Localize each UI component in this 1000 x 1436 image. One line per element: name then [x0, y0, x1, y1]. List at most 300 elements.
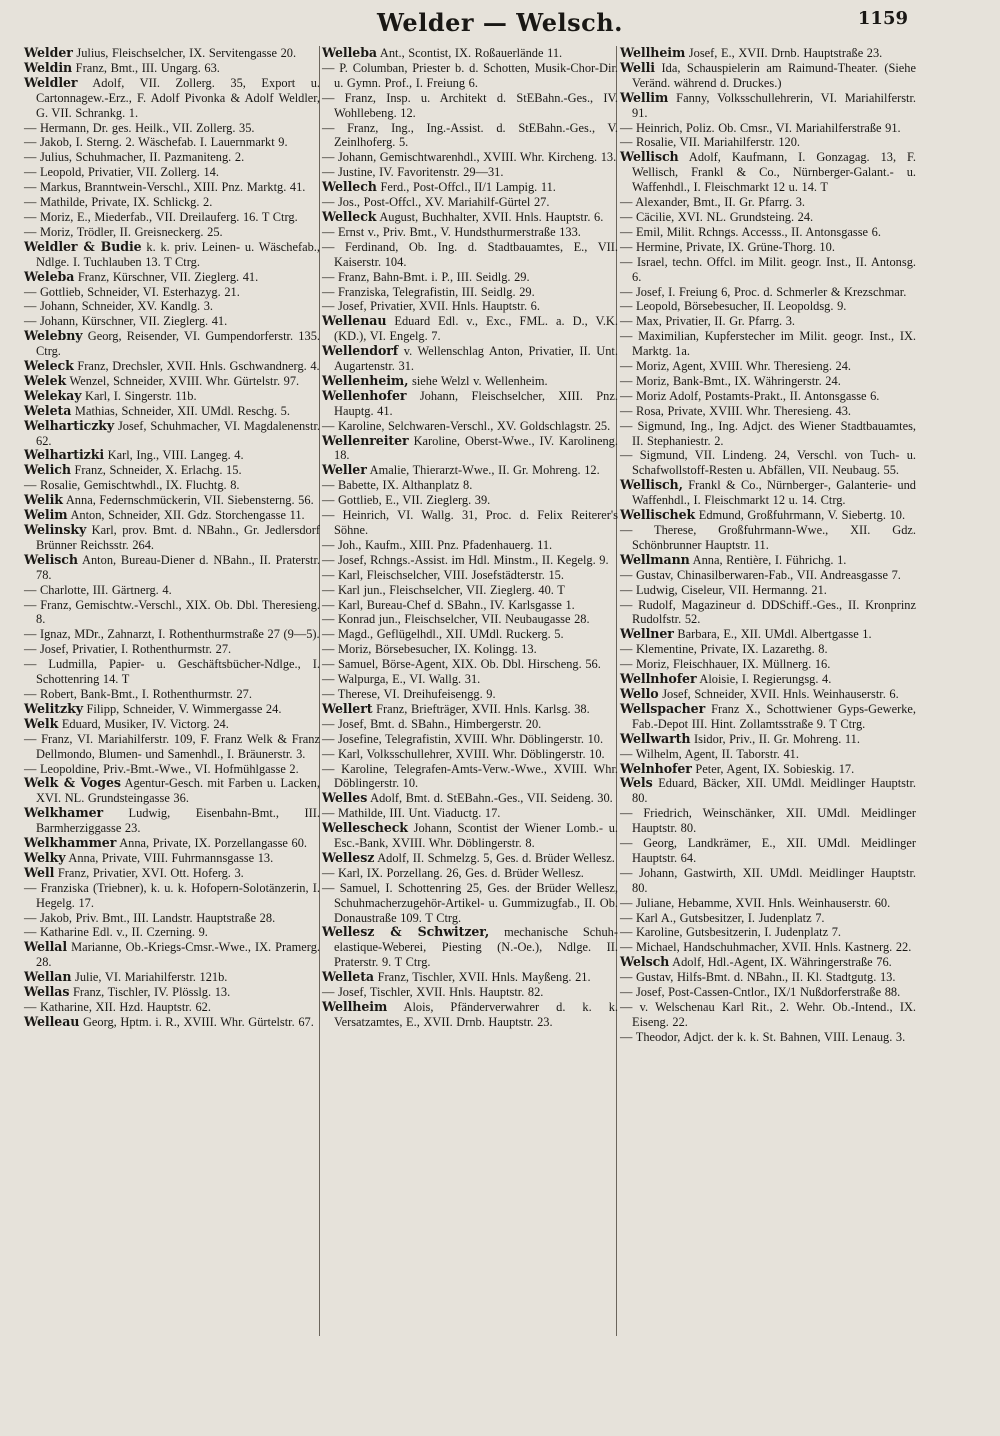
entry-details: Anna, Rentière, I. Führichg. 1. — [692, 552, 847, 567]
directory-entry — [24, 925, 320, 940]
entry-details: — Josef, Rchngs.-Assist. im Hdl. Minstm., II. Kegelg. 9. — [322, 552, 609, 567]
entry-details: Ferd., Post-Offcl., II/1 Lampig. 11. — [380, 180, 556, 195]
entry-details: Barbara, E., XII. UMdl. Albertgasse 1. — [677, 627, 872, 642]
directory-entry — [620, 896, 916, 911]
directory-entry — [620, 404, 916, 419]
entry-surname: Wellischek — [620, 507, 696, 523]
directory-entry — [24, 404, 320, 419]
entry-surname: Weleta — [24, 402, 72, 418]
entry-details: — Walpurga, E., VI. Wallg. 31. — [322, 672, 481, 687]
entry-details: — Julius, Schuhmacher, II. Pazmaniteng. 2. — [24, 150, 245, 165]
entry-surname: Wellspacher — [620, 700, 706, 716]
entry-details: — Moriz Adolf, Postamts-Prakt., II. Antonsgasse 6. — [620, 388, 880, 403]
entry-details: — P. Columban, Priester b. d. Schotten, Musik-Chor-Dir. u. Gymn. Prof., I. Freiung 6. — [322, 60, 618, 90]
entry-details: — Klementine, Private, IX. Lazarethg. 8. — [620, 642, 828, 657]
directory-entry — [24, 776, 320, 806]
directory-entry — [24, 389, 320, 404]
entry-surname: Wello — [620, 685, 659, 701]
entry-details: — Karoline, Gutsbesitzerin, I. Judenplatz 7. — [620, 925, 841, 940]
entry-surname: Weldler & Budie — [24, 238, 142, 254]
entry-details: — Gottlieb, Schneider, VI. Esterhazyg. 21. — [24, 284, 240, 299]
entry-details: Eduard Edl. v., Exc., FML. a. D., V.K. (KD.), VI. Engelg. 7. — [334, 314, 618, 344]
directory-entry — [322, 717, 618, 732]
entry-details: Georg, Hptm. i. R., XVIII. Whr. Gürtelstr. 67. — [82, 1014, 314, 1029]
entry-details: — Franz, Ing., Ing.-Assist. d. StEBahn.-Ges., V. Zeinlhoferg. 5. — [322, 120, 618, 150]
entry-surname: Wellert — [322, 700, 373, 716]
entry-details: Ludwig, Eisenbahn-Bmt., III. Barmherziggasse 23. — [36, 806, 320, 836]
directory-entry — [24, 329, 320, 359]
entry-details: — Markus, Branntwein-Verschl., XIII. Pnz. Marktg. 41. — [24, 180, 306, 195]
entry-details: — Moriz, Agent, XVIII. Whr. Theresieng. 24. — [620, 359, 852, 374]
directory-entry — [24, 195, 320, 210]
entry-details: — Heinrich, Poliz. Ob. Cmsr., VI. Mariahilferstraße 91. — [620, 120, 901, 135]
entry-surname: Welim — [24, 507, 68, 523]
directory-entry — [620, 762, 916, 777]
entry-surname: Welnhofer — [620, 760, 692, 776]
entry-details: — Franz, Gemischtw.-Verschl., XIX. Ob. Dbl. Theresieng. 8. — [24, 597, 320, 627]
directory-entry — [322, 985, 618, 1000]
entry-details: Filipp, Schneider, V. Wimmergasse 24. — [86, 701, 282, 716]
directory-entry — [620, 448, 916, 478]
directory-entry — [322, 240, 618, 270]
entry-surname: Welleau — [24, 1013, 80, 1029]
directory-entry — [620, 657, 916, 672]
directory-entry — [620, 419, 916, 449]
directory-entry — [322, 702, 618, 717]
directory-entry — [322, 165, 618, 180]
entry-details: Eduard, Bäcker, XII. UMdl. Meidlinger Hauptstr. 80. — [632, 776, 916, 806]
directory-entry — [24, 762, 320, 777]
directory-entry — [24, 478, 320, 493]
entry-surname: Well — [24, 864, 55, 880]
directory-entry — [24, 493, 320, 508]
entry-details: — Mathilde, III. Unt. Viaductg. 17. — [322, 806, 501, 821]
entry-details: — Ferdinand, Ob. Ing. d. Stadtbauamtes, E., VII. Kaiserstr. 104. — [322, 239, 618, 269]
entry-details: Agentur-Gesch. mit Farben u. Lacken, XVI. NL. Grundsteingasse 36. — [36, 776, 320, 806]
entry-details: — Georg, Landkrämer, E., XII. UMdl. Meidlinger Hauptstr. 64. — [620, 836, 916, 865]
directory-entry — [322, 344, 618, 374]
entry-surname: Wellheim — [620, 45, 686, 60]
entry-details: — Samuel, I. Schottenring 25, Ges. der Brüder Wellesz, Schuhmacherzugehör-Artikel- u. Gummizugfab., II. Ob. Donaustraße 109. T Ctrg. — [322, 880, 618, 925]
directory-entry — [322, 732, 618, 747]
column-2 — [322, 46, 618, 1030]
entry-details: — Jakob, I. Sterng. 2. Wäschefab. I. Lauernmarkt 9. — [24, 135, 288, 150]
entry-details: — Emil, Milit. Rchngs. Accesss., II. Antonsgasse 6. — [620, 224, 881, 239]
directory-entry — [24, 583, 320, 598]
entry-details: — Franziska (Triebner), k. u. k. Hofopern-Solotänzerin, I. Hegelg. 17. — [24, 880, 320, 910]
directory-entry — [322, 612, 618, 627]
directory-entry — [620, 46, 916, 61]
directory-entry — [24, 598, 320, 628]
entry-details: — Wilhelm, Agent, II. Taborstr. 41. — [620, 746, 799, 761]
entry-details: — Rosa, Private, XVIII. Whr. Theresieng. 43. — [620, 403, 852, 418]
directory-entry — [24, 270, 320, 285]
entry-details: — Mathilde, Private, IX. Schlickg. 2. — [24, 195, 213, 210]
entry-surname: Wellesz & Schwitzer, — [322, 924, 490, 940]
entry-details: — Magd., Geflügelhdl., XII. UMdl. Ruckerg. 5. — [322, 627, 564, 642]
entry-surname: Welek — [24, 372, 67, 388]
directory-entry — [24, 225, 320, 240]
entry-details: — Franziska, Telegrafistin, III. Seidlg. 29. — [322, 284, 535, 299]
entry-details: Julius, Fleischselcher, IX. Servitengasse 20. — [76, 46, 297, 60]
directory-entry — [322, 568, 618, 583]
entry-surname: Wellnhofer — [620, 671, 697, 687]
directory-entry — [24, 940, 320, 970]
entry-details: Mathias, Schneider, XII. UMdl. Reschg. 5. — [74, 403, 290, 418]
entry-details: — Maximilian, Kupferstecher im Milit. geogr. Inst., IX. Marktg. 1a. — [620, 329, 916, 359]
entry-details: k. k. priv. Leinen- u. Wäschefab., Ndlge. I. Tuchlauben 13. T Ctrg. — [36, 239, 320, 269]
directory-entry — [24, 419, 320, 449]
directory-entry — [322, 61, 618, 91]
entry-details: — Theodor, Adjct. der k. k. St. Bahnen, VIII. Lenaug. 3. — [620, 1029, 906, 1044]
directory-entry — [620, 285, 916, 300]
directory-entry — [322, 538, 618, 553]
entry-details: — Franz, Insp. u. Architekt d. StEBahn.-Ges., IV. Wohllebeng. 12. — [322, 90, 618, 120]
entry-details: Adolf, Bmt. d. StEBahn.-Ges., VII. Seideng. 30. — [370, 791, 613, 806]
page-header — [0, 4, 1000, 44]
directory-entry — [24, 359, 320, 374]
entry-surname: Weldin — [24, 59, 73, 75]
entry-surname: Weleba — [24, 268, 75, 284]
entry-details: Wenzel, Schneider, XVIII. Whr. Gürtelstr. 97. — [69, 373, 300, 388]
entry-surname: Welisch — [24, 551, 78, 567]
entry-details: — Ernst v., Priv. Bmt., V. Hundsthurmerstraße 133. — [322, 224, 581, 239]
entry-details: — Therese, Großfuhrmann-Wwe., XII. Gdz. Schönbrunner Hauptstr. 11. — [620, 523, 916, 552]
entry-details: — Josef, Privatier, I. Rothenthurmstr. 27. — [24, 642, 232, 657]
directory-entry — [24, 642, 320, 657]
directory-entry — [620, 299, 916, 314]
entry-details: — Sigmund, Ing., Ing. Adjct. des Wiener Stadtbauamtes, II. Stephaniestr. 2. — [620, 418, 916, 448]
entry-details: — Johann, Schneider, XV. Kandlg. 3. — [24, 299, 213, 314]
directory-entry — [322, 299, 618, 314]
directory-entry — [322, 121, 618, 151]
directory-entry — [322, 881, 618, 926]
entry-details: — Katharine, XII. Hzd. Hauptstr. 62. — [24, 1000, 211, 1014]
entry-details: — Leopoldine, Priv.-Bmt.-Wwe., VI. Hofmühlgasse 2. — [24, 761, 299, 776]
entry-details: — Moriz, Fleischhauer, IX. Müllnerg. 16. — [620, 657, 831, 672]
directory-entry — [24, 1000, 320, 1015]
entry-details: — Karl A., Gutsbesitzer, I. Judenplatz 7. — [620, 910, 825, 925]
directory-entry — [24, 374, 320, 389]
entry-details: Franz, Briefträger, XVII. Hnls. Karlsg. 38. — [376, 701, 590, 716]
entry-details: — Moriz, Trödler, II. Greisneckerg. 25. — [24, 224, 223, 239]
directory-entry — [620, 702, 916, 732]
entry-details: Eduard, Musiker, IV. Victorg. 24. — [61, 716, 229, 731]
entry-details: — Moriz, Börsebesucher, IX. Kolingg. 13. — [322, 642, 537, 657]
entry-details: — Ludmilla, Papier- u. Geschäftsbücher-Ndlge., I. Schottenring 14. T — [24, 657, 320, 687]
entry-details: — Franz, Bahn-Bmt. i. P., III. Seidlg. 29. — [322, 269, 530, 284]
directory-entry — [322, 747, 618, 762]
entry-details: Anna, Private, IX. Porzellangasse 60. — [119, 836, 307, 851]
entry-details: — Josef, Bmt. d. SBahn., Himbergerstr. 20. — [322, 716, 542, 731]
entry-details: — Josef, Post-Cassen-Cntlor., IX/1 Nußdorferstraße 88. — [620, 985, 901, 1000]
entry-details: Karoline, Oberst-Wwe., IV. Karolineng. 18. — [334, 433, 618, 463]
entry-surname: Wellas — [24, 984, 70, 1000]
directory-entry — [24, 687, 320, 702]
entry-details: Franz, Kürschner, VII. Zieglerg. 41. — [77, 269, 259, 284]
entry-details: — Josef, Privatier, XVII. Hnls. Hauptstr. 6. — [322, 299, 540, 314]
directory-entry — [322, 791, 618, 806]
directory-entry — [322, 270, 618, 285]
entry-details: August, Buchhalter, XVII. Hnls. Hauptstr. 6. — [379, 209, 604, 224]
directory-entry — [24, 881, 320, 911]
directory-entry — [24, 180, 320, 195]
entry-surname: Wellescheck — [322, 820, 408, 836]
entry-details: Anton, Schneider, XII. Gdz. Storchengasse 11. — [70, 508, 305, 523]
directory-entry — [620, 955, 916, 970]
directory-entry — [24, 46, 320, 61]
entry-details: — Moriz, E., Miederfab., VII. Dreilauferg. 16. T Ctrg. — [24, 209, 298, 224]
entry-details: — Gottlieb, E., VII. Zieglerg. 39. — [322, 493, 491, 508]
entry-details: Karl, prov. Bmt. d. NBahn., Gr. Jedlersdorf Brünner Reichsstr. 264. — [36, 523, 320, 552]
entry-details: Edmund, Großfuhrmann, V. Siebertg. 10. — [698, 508, 906, 523]
directory-entry — [620, 925, 916, 940]
entry-details: Frankl & Co., Nürnberger-, Galanterie- und Waffenhdl., I. Fleischmarkt 12 u. 14. Ctrg. — [632, 478, 916, 508]
entry-details: — v. Welschenau Karl Rit., 2. Wehr. Ob.-Intend., IX. Eiseng. 22. — [620, 1000, 916, 1029]
entry-surname: Wellwarth — [620, 730, 691, 746]
directory-entry — [322, 180, 618, 195]
directory-entry — [322, 225, 618, 240]
entry-details: Georg, Reisender, VI. Gumpendorferstr. 135. Ctrg. — [36, 329, 320, 359]
directory-entry — [24, 836, 320, 851]
directory-entry — [24, 851, 320, 866]
entry-details: Franz, Privatier, XVI. Ott. Hoferg. 3. — [57, 865, 244, 880]
directory-entry — [322, 195, 618, 210]
entry-details: — Max, Privatier, II. Gr. Pfarrg. 3. — [620, 314, 796, 329]
entry-details: Franz, Bmt., III. Ungarg. 63. — [75, 60, 220, 75]
directory-entry — [24, 657, 320, 687]
entry-details: — Konrad jun., Fleischselcher, VII. Neubaugasse 28. — [322, 612, 590, 627]
directory-entry — [322, 762, 618, 792]
entry-details: siehe Welzl v. Wellenheim. — [412, 373, 548, 388]
directory-entry — [24, 165, 320, 180]
entry-surname: Weller — [322, 462, 367, 478]
directory-entry — [322, 463, 618, 478]
directory-entry — [24, 1015, 320, 1030]
entry-surname: Welkhamer — [24, 805, 104, 821]
directory-entry — [322, 866, 618, 881]
entry-details: Ant., Scontist, IX. Roßauerlände 11. — [379, 46, 563, 60]
entry-surname: Welebny — [24, 328, 83, 344]
entry-details: Amalie, Thierarzt-Wwe., II. Gr. Mohreng. 12. — [369, 463, 600, 478]
entry-details: — Israel, techn. Offcl. im Milit. geogr. Inst., II. Antonsg. 6. — [620, 254, 916, 284]
directory-entry — [620, 195, 916, 210]
directory-entry — [620, 940, 916, 955]
entry-details: Peter, Agent, IX. Sobieskig. 17. — [695, 761, 855, 776]
entry-details: — Johann, Kürschner, VII. Zieglerg. 41. — [24, 314, 228, 329]
entry-details: Franz, Schneider, X. Erlachg. 15. — [74, 463, 242, 478]
entry-details: — Moriz, Bank-Bmt., IX. Währingerstr. 24. — [620, 373, 841, 388]
entry-details: — Josefine, Telegrafistin, XVIII. Whr. Döblingerstr. 10. — [322, 731, 604, 746]
directory-entry — [620, 225, 916, 240]
directory-entry — [322, 925, 618, 970]
entry-surname: Welkhammer — [24, 835, 117, 851]
directory-entry — [620, 568, 916, 583]
directory-entry — [322, 672, 618, 687]
directory-entry — [24, 866, 320, 881]
entry-details: — Rosalie, Gemischtwhdl., IX. Fluchtg. 8. — [24, 478, 240, 493]
directory-entry — [322, 493, 618, 508]
entry-details: — Michael, Handschuhmacher, XVII. Hnls. Kastnerg. 22. — [620, 940, 912, 955]
entry-details: — Alexander, Bmt., II. Gr. Pfarrg. 3. — [620, 195, 806, 210]
entry-details: Johann, Scontist der Wiener Lomb.- u. Esc.-Bank, XVIII. Whr. Döblingerstr. 8. — [334, 821, 618, 851]
entry-details: Josef, Schuhmacher, VI. Magdalenenstr. 62. — [36, 418, 320, 448]
entry-details: Johann, Fleischselcher, XIII. Pnz. Hauptg. 41. — [334, 388, 618, 418]
entry-details: Josef, Schneider, XVII. Hnls. Weinhauserstr. 6. — [662, 686, 899, 701]
entry-details: — Justine, IV. Favoritenstr. 29—31. — [322, 165, 504, 180]
directory-entry — [322, 1000, 618, 1030]
directory-entry — [620, 478, 916, 508]
directory-entry — [322, 642, 618, 657]
entry-details: — Katharine Edl. v., II. Czerning. 9. — [24, 925, 208, 940]
entry-details: Anna, Private, VIII. Fuhrmannsgasse 13. — [68, 850, 274, 865]
entry-details: — Karl, IX. Porzellang. 26, Ges. d. Brüder Wellesz. — [322, 865, 584, 880]
entry-surname: Wels — [620, 775, 653, 791]
directory-entry — [24, 508, 320, 523]
directory-entry — [620, 255, 916, 285]
directory-entry — [322, 478, 618, 493]
entry-details: — Karl, Volksschullehrer, XVIII. Whr. Döblingerstr. 10. — [322, 746, 605, 761]
directory-entry — [620, 91, 916, 121]
directory-entry — [620, 911, 916, 926]
directory-entry — [24, 806, 320, 836]
directory-entry — [24, 314, 320, 329]
entry-details: Isidor, Priv., II. Gr. Mohreng. 11. — [694, 731, 860, 746]
entry-details: — Cäcilie, XVI. NL. Grundsteing. 24. — [620, 209, 814, 224]
directory-entry — [24, 210, 320, 225]
entry-details: Ida, Schauspielerin am Raimund-Theater. (Siehe Veränd. während d. Druckes.) — [632, 60, 916, 90]
entry-surname: Welder — [24, 45, 73, 60]
entry-surname: Welk & Voges — [24, 775, 121, 791]
directory-entry — [620, 374, 916, 389]
entry-surname: Wellesz — [322, 849, 375, 865]
directory-entry — [322, 627, 618, 642]
entry-details: — Jos., Post-Offcl., XV. Mariahilf-Gürtel 27. — [322, 195, 550, 210]
directory-entry — [620, 732, 916, 747]
column-1 — [24, 46, 320, 1030]
entry-surname: Welitzky — [24, 700, 83, 716]
directory-entry — [322, 583, 618, 598]
entry-surname: Welles — [322, 790, 368, 806]
directory-entry — [24, 463, 320, 478]
directory-entry — [620, 1030, 916, 1045]
directory-entry — [322, 91, 618, 121]
directory-entry — [620, 747, 916, 762]
directory-entry — [620, 508, 916, 523]
entry-details: Alois, Pfänderverwahrer d. k. k. Versatzamtes, E., XVII. Drnb. Hauptstr. 23. — [334, 1000, 619, 1029]
entry-details: — Rosalie, VII. Mariahilferstr. 120. — [620, 135, 801, 150]
directory-entry — [620, 553, 916, 568]
directory-entry — [24, 627, 320, 642]
directory-entry — [24, 150, 320, 165]
entry-details: Adolf, Kaufmann, I. Gonzagag. 13, F. Wellisch, Frankl & Co., Nürnberger-Galant.- u. Waffenhdl., I. Fleischmarkt 12 u. 14. T — [632, 150, 917, 195]
directory-entry — [322, 374, 618, 389]
entry-details: Franz, Drechsler, XVII. Hnls. Gschwandnerg. 4. — [77, 359, 320, 374]
directory-entry — [322, 314, 618, 344]
entry-details: — Johann, Gemischtwarenhdl., XVIII. Whr. Kircheng. 13. — [322, 150, 617, 165]
entry-surname: Wellenau — [322, 313, 387, 329]
directory-entry — [620, 1000, 916, 1030]
directory-entry — [620, 135, 916, 150]
entry-details: — Johann, Gastwirth, XII. UMdl. Meidlinger Hauptstr. 80. — [620, 865, 916, 895]
entry-details: Adolf, VII. Zollerg. 35, Export u. Cartonnagew.-Erz., F. Adolf Pivonka & Adolf Weldler, G. VII. Schrankg. 1. — [36, 75, 320, 120]
page-number: 1159 — [857, 8, 908, 29]
directory-entry — [620, 627, 916, 642]
entry-surname: Welekay — [24, 387, 82, 403]
directory-entry — [620, 598, 916, 628]
directory-entry — [24, 76, 320, 121]
directory-entry — [620, 329, 916, 359]
entry-details: — Gustav, Hilfs-Bmt. d. NBahn., II. Kl. Stadtgutg. 13. — [620, 970, 896, 985]
directory-entry — [24, 523, 320, 553]
entry-details: — Gustav, Chinasilberwaren-Fab., VII. Andreasgasse 7. — [620, 567, 901, 582]
directory-entry — [24, 448, 320, 463]
directory-entry — [322, 210, 618, 225]
directory-entry — [322, 851, 618, 866]
entry-details: — Heinrich, VI. Wallg. 31, Proc. d. Felix Reiterer's Söhne. — [322, 508, 618, 537]
directory-entry — [24, 911, 320, 926]
directory-entry — [620, 523, 916, 553]
entry-surname: Welich — [24, 462, 71, 478]
directory-entry — [322, 508, 618, 538]
entry-surname: Weldler — [24, 74, 78, 90]
directory-entry — [322, 657, 618, 672]
entry-surname: Wellisch — [620, 149, 679, 165]
entry-details: — Leopold, Börsebesucher, II. Leopoldsg. 9. — [620, 299, 847, 314]
entry-surname: Welinsky — [24, 522, 87, 537]
entry-details: Adolf, Hdl.-Agent, IX. Währingerstraße 76. — [672, 955, 892, 970]
directory-entry — [322, 285, 618, 300]
entry-surname: Wellendorf — [322, 343, 399, 359]
directory-entry — [620, 806, 916, 836]
entry-details: Aloisie, I. Regierungsg. 4. — [699, 672, 832, 687]
directory-entry — [620, 836, 916, 866]
entry-surname: Welleba — [322, 45, 377, 60]
directory-entry — [24, 135, 320, 150]
entry-details: mechanische Schuh-elastique-Weberei, Piesting (N.-Oe.), Ndlge. II. Praterstr. 9. T Ctrg. — [334, 925, 618, 970]
entry-details: Julie, VI. Mariahilferstr. 121b. — [75, 970, 228, 985]
entry-details: — Leopold, Privatier, VII. Zollerg. 14. — [24, 165, 219, 180]
entry-surname: Wellim — [620, 89, 669, 105]
directory-entry — [620, 121, 916, 136]
directory-entry — [24, 970, 320, 985]
directory-entry — [322, 46, 618, 61]
entry-details: — Karl, Fleischselcher, VIII. Josefstädterstr. 15. — [322, 567, 564, 582]
entry-details: — Therese, VI. Dreihufeisengg. 9. — [322, 686, 496, 701]
entry-details: — Karoline, Telegrafen-Amts-Verw.-Wwe., XVIII. Whr. Döblingerstr. 10. — [322, 761, 618, 791]
entry-details: Adolf, II. Schmelzg. 5, Ges. d. Brüder Wellesz. — [377, 850, 615, 865]
entry-surname: Welharticzky — [24, 417, 115, 433]
entry-details: Anna, Federnschmückerin, VII. Siebensterng. 56. — [65, 493, 314, 508]
entry-details: v. Wellenschlag Anton, Privatier, II. Unt. Augartenstr. 31. — [334, 344, 618, 374]
directory-entry — [24, 702, 320, 717]
entry-details: Karl, I. Singerstr. 11b. — [85, 388, 197, 403]
directory-entry — [620, 866, 916, 896]
entry-surname: Wellmann — [620, 551, 690, 567]
directory-entry — [322, 419, 618, 434]
entry-details: Karl, Ing., VIII. Langeg. 4. — [107, 448, 244, 463]
entry-surname: Welleta — [322, 969, 374, 985]
entry-details: Anton, Bureau-Diener d. NBahn., II. Praterstr. 78. — [36, 552, 320, 582]
directory-entry — [322, 970, 618, 985]
entry-surname: Welhartizki — [24, 447, 105, 463]
directory-entry — [620, 687, 916, 702]
directory-entry — [620, 240, 916, 255]
directory-entry — [24, 240, 320, 270]
directory-entry — [322, 553, 618, 568]
entry-surname: Wellenheim, — [322, 372, 409, 388]
entry-details: Franz X., Schottwiener Gyps-Gewerke, Fab.-Depot III. Hint. Zollamtsstraße 9. T Ctrg. — [632, 701, 916, 731]
